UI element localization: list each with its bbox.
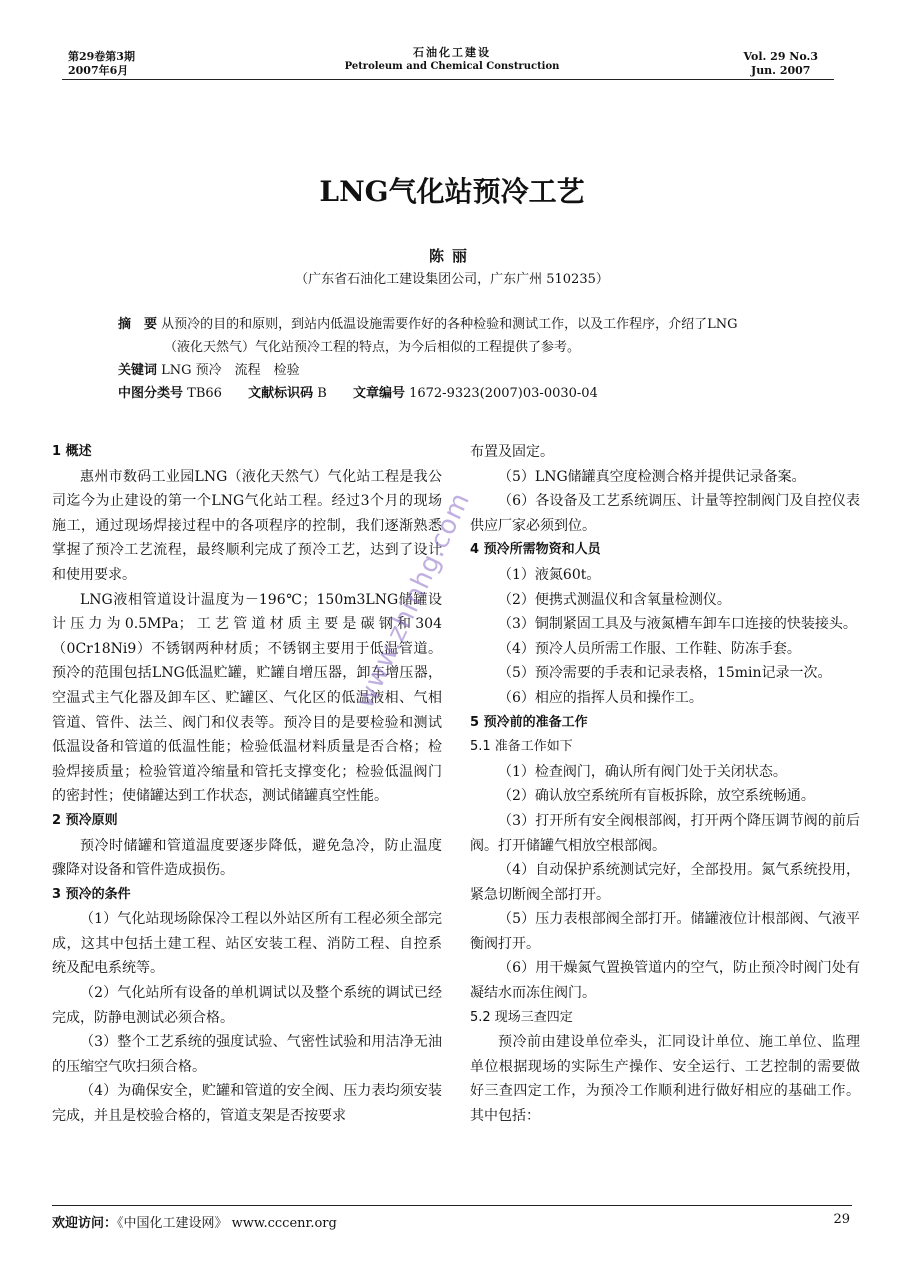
header-rule <box>62 79 834 80</box>
clc-value: TB66 <box>187 386 222 401</box>
classification-line <box>118 382 808 405</box>
left-column <box>52 440 442 1129</box>
list-item: （6）相应的指挥人员和操作工。 <box>498 689 703 706</box>
keywords-line <box>118 359 808 382</box>
list-item: （2）确认放空系统所有盲板拆除，放空系统畅通。 <box>498 788 815 805</box>
list-item: （5）预冷需要的手表和记录表格，15min记录一次。 <box>498 665 832 682</box>
list-item: （5）压力表根部阀全部打开。储罐液位计根部阀、气液平衡阀打开。 <box>470 911 860 952</box>
section-heading: 2 预冷原则 <box>52 812 118 828</box>
clc-label: 中图分类号 <box>118 386 184 401</box>
section-heading: 4 预冷所需物资和人员 <box>470 542 601 558</box>
journal-name-en: Petroleum and Chemical Construction <box>344 61 560 72</box>
paragraph: LNG液相管道设计温度为－196℃；150m3LNG储罐设计压力为0.5MPa；工艺管道材质主要是碳钢和304（0Cr18Ni9）不锈钢两种材质；不锈钢主要用于低温管道。预冷的范围包括LNG低温贮罐，贮罐自增压器，卸车增压器，空温式主气化器及卸车区、贮罐区、气化区的低温液相、气相管道、管件、法兰、阀门和仪表等。预冷目的是要检验和测试低温设备和管道的低温性能；检验低温材料质量是否合格；检验焊接质量；检验管道冷缩量和管托支撑变化；检验低温阀门的密封性；使储罐达到工作状态，测试储罐真空性能。 <box>52 591 442 805</box>
subsection-heading: 5.1 准备工作如下 <box>470 739 573 755</box>
list-item: （4）为确保安全，贮罐和管道的安全阀、压力表均须安装完成，并且是校验合格的，管道支架是否按要求 <box>52 1083 442 1125</box>
abstract-text-2: （液化天然气）气化站预冷工程的特点，为今后相似的工程提供了参考。 <box>164 340 581 355</box>
keywords-label: 关键词 <box>118 363 158 378</box>
list-item: （2）气化站所有设备的单机调试以及整个系统的调试已经完成，防静电测试必须合格。 <box>52 985 442 1026</box>
issue-date-en: Jun. 2007 <box>750 64 811 77</box>
abstract-label: 摘 要 <box>118 317 158 332</box>
list-item: （1）液氮60t。 <box>498 566 601 583</box>
paragraph-continued: 布置及固定。 <box>470 444 554 460</box>
list-item: （2）便携式测温仪和含氧量检测仪。 <box>498 591 731 608</box>
abstract-line-1 <box>118 313 808 336</box>
paragraph: 惠州市数码工业园LNG（液化天然气）气化站工程是我公司迄今为止建设的第一个LNG气化站工程。经过3个月的现场施工，通过现场焊接过程中的各项程序的控制，我们逐渐熟悉掌握了预冷工艺流程，最终顺利完成了预冷工艺，达到了设计和使用要求。 <box>52 468 442 583</box>
list-item: （4）自动保护系统测试完好，全部投用。氮气系统投用，紧急切断阀全部打开。 <box>470 862 860 903</box>
list-item: （6）各设备及工艺系统调压、计量等控制阀门及自控仪表供应厂家必须到位。 <box>470 493 860 534</box>
issue-volume-cn: 第29卷第3期 <box>68 50 135 63</box>
article-no-value: 1672-9323(2007)03-0030-04 <box>409 386 598 401</box>
author-affiliation: （广东省石油化工建设集团公司，广东广州 510235） <box>295 272 609 287</box>
footer-rule <box>52 1205 852 1206</box>
list-item: （1）气化站现场除保冷工程以外站区所有工程必须全部完成，这其中包括土建工程、站区安装工程、消防工程、自控系统及配电系统等。 <box>52 911 442 977</box>
list-item: （6）用干燥氮气置换管道内的空气，防止预冷时阀门处有凝结水而冻住阀门。 <box>470 960 860 1002</box>
abstract-line-2 <box>118 336 808 359</box>
footer-label: 欢迎访问： <box>52 1216 118 1231</box>
journal-issue-en <box>743 50 818 78</box>
author-name: 陈丽 <box>428 247 475 265</box>
footer-link[interactable]: 《中国化工建设网》 www.cccenr.org <box>117 1216 337 1231</box>
right-column <box>470 440 860 1129</box>
subsection-heading: 5.2 现场三查四定 <box>470 1009 573 1025</box>
article-title: LNG气化站预冷工艺 <box>319 175 585 208</box>
abstract-text-1: 从预冷的目的和原则，到站内低温设施需要作好的各种检验和测试工作，以及工作程序，介绍了LNG <box>161 317 738 332</box>
list-item: （5）LNG储罐真空度检测合格并提供记录备案。 <box>498 468 806 485</box>
paragraph: 预冷时储罐和管道温度要逐步降低，避免急冷，防止温度骤降对设备和管件造成损伤。 <box>52 837 442 879</box>
list-item: （3）打开所有安全阀根部阀，打开两个降压调节阀的前后阀。打开储罐气相放空根部阀。 <box>470 812 860 854</box>
abstract-block <box>118 313 808 405</box>
paragraph: 预冷前由建设单位牵头，汇同设计单位、施工单位、监理单位根据现场的实际生产操作、安全运行、工艺控制的需要做好三查四定工作，为预冷工作顺利进行做好相应的基础工作。其中包括： <box>470 1034 860 1125</box>
section-heading: 3 预冷的条件 <box>52 886 131 902</box>
issue-date-cn: 2007年6月 <box>68 64 129 77</box>
journal-name-cn: 石油化工建设 <box>413 46 491 59</box>
section-heading: 5 预冷前的准备工作 <box>470 714 588 730</box>
article-no-label: 文章编号 <box>352 386 405 401</box>
doc-code-value: B <box>317 386 327 401</box>
keywords-text: LNG 预冷 流程 检验 <box>161 363 300 378</box>
watermark: www.zhinhg.com <box>350 487 477 713</box>
doc-code-label: 文献标识码 <box>248 386 314 401</box>
list-item: （1）检查阀门，确认所有阀门处于关闭状态。 <box>498 763 787 780</box>
list-item: （4）预冷人员所需工作服、工作鞋、防冻手套。 <box>498 640 801 657</box>
list-item: （3）整个工艺系统的强度试验、气密性试验和用洁净无油的压缩空气吹扫须合格。 <box>52 1034 442 1075</box>
section-heading: 1 概述 <box>52 444 92 459</box>
issue-volume-en: Vol. 29 No.3 <box>743 50 818 63</box>
page-number: 29 <box>833 1212 850 1227</box>
list-item: （3）铜制紧固工具及与液氮槽车卸车口连接的快装接头。 <box>498 616 857 633</box>
footer <box>52 1212 337 1231</box>
